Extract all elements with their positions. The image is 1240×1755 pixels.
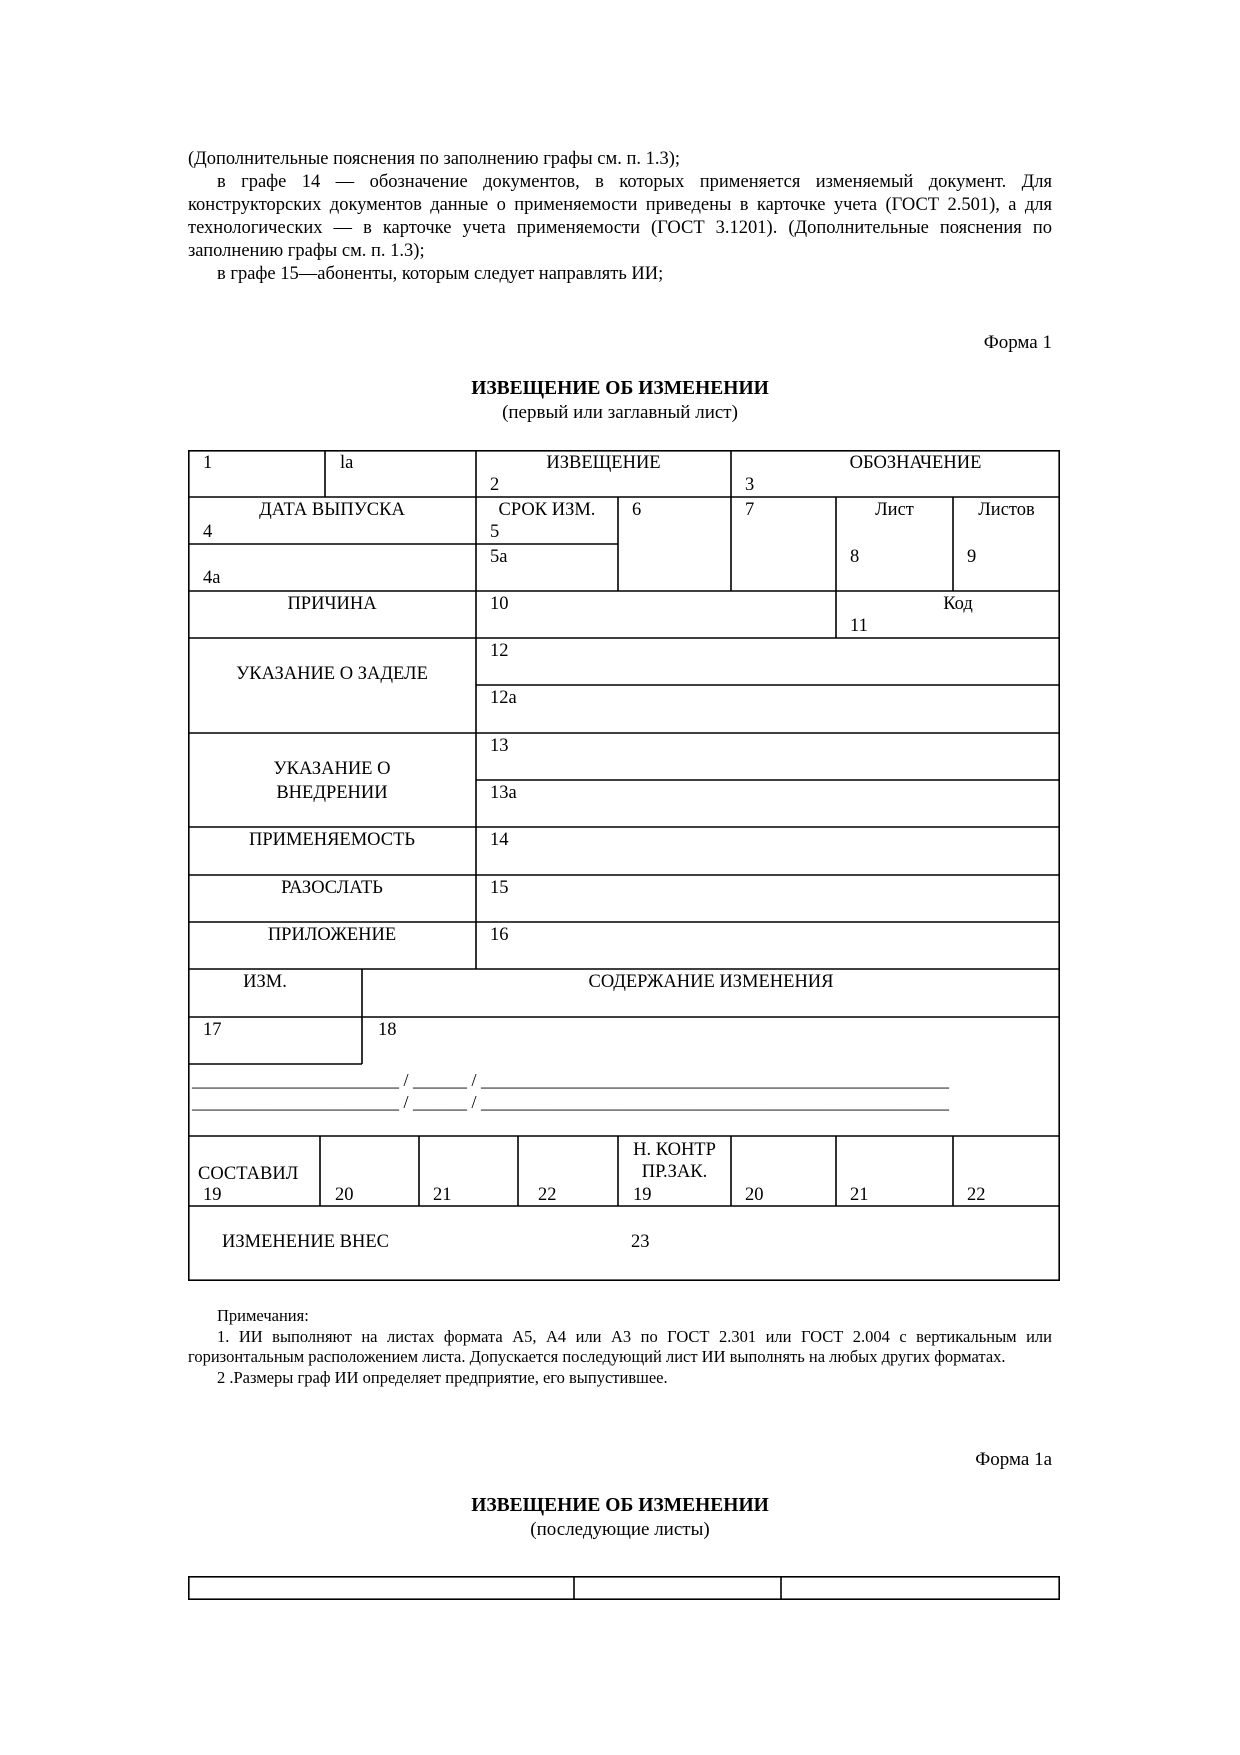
ukazanie-o-zadele-label: УКАЗАНИЕ О ЗАДЕЛЕ — [236, 664, 428, 684]
field-9-number: 9 — [967, 547, 977, 567]
field-13a-number: 13a — [490, 783, 517, 803]
form-1-subtitle: (первый или заглавный лист) — [502, 402, 738, 423]
field-19-number: 19 — [203, 1185, 222, 1205]
prilozhenie-label: ПРИЛОЖЕНИЕ — [267, 925, 397, 945]
field-5-number: 5 — [490, 522, 500, 542]
soderzhanie-izmeneniya-label: СОДЕРЖАНИЕ ИЗМЕНЕНИЯ — [588, 972, 834, 992]
field-20-number: 20 — [335, 1185, 354, 1205]
field-11-number: 11 — [850, 616, 868, 636]
field-12-number: 12 — [490, 641, 509, 661]
note-2: 2 .Размеры граф ИИ определяет предприятие, его выпустившее. — [217, 1367, 668, 1387]
form-1-label: Форма 1 — [983, 332, 1052, 353]
notes-heading: Примечания: — [217, 1306, 309, 1325]
field-10-number: 10 — [490, 594, 509, 614]
intro-paragraph-1: (Дополнительные пояснения по заполнению графы см. п. 1.3); — [188, 149, 681, 169]
field-16-number: 16 — [490, 925, 509, 945]
field-22b-number: 22 — [967, 1185, 986, 1205]
razoslat-label: РАЗОСЛАТЬ — [281, 878, 383, 898]
izmenenie-vnes-label: ИЗМЕНЕНИЕ ВНЕС — [222, 1232, 390, 1252]
field-13-number: 13 — [490, 736, 509, 756]
form-1-title: ИЗВЕЩЕНИЕ ОБ ИЗМЕНЕНИИ — [471, 378, 769, 399]
change-notice-table — [188, 450, 1060, 1281]
form-1a-subtitle: (последующие листы) — [530, 1519, 710, 1540]
notes-section — [188, 1306, 1052, 1388]
srok-izm-label: СРОК ИЗМ. — [498, 500, 596, 520]
field-12a-number: 12a — [490, 688, 517, 708]
field-23-number: 23 — [631, 1232, 650, 1252]
form-1a-label: Форма 1а — [975, 1449, 1052, 1470]
field-8-number: 8 — [850, 547, 860, 567]
field-19b-number: 19 — [633, 1185, 652, 1205]
listov-label: Листов — [978, 500, 1035, 520]
field-6-number: 6 — [632, 500, 642, 520]
field-3-number: 3 — [745, 475, 755, 495]
kod-label: Код — [943, 594, 973, 614]
field-1-number: 1 — [203, 453, 213, 473]
ukazanie-o-vnedrenii-label-2: ВНЕДРЕНИИ — [276, 783, 388, 803]
oboznachenie-label: ОБОЗНАЧЕНИЕ — [849, 453, 982, 473]
izm-label: ИЗМ. — [243, 972, 287, 992]
n-kontr-label: Н. КОНТР — [633, 1140, 716, 1160]
izveshchenie-label: ИЗВЕЩЕНИЕ — [546, 453, 661, 473]
signature-line-2: _______________________ / ______ / ____________________________________________________ — [192, 1092, 950, 1112]
form-1a-title: ИЗВЕЩЕНИЕ ОБ ИЗМЕНЕНИИ — [471, 1495, 769, 1516]
field-14-number: 14 — [490, 830, 509, 850]
field-1a-number: la — [340, 453, 354, 473]
list-label: Лист — [875, 500, 914, 520]
field-17-number: 17 — [203, 1020, 222, 1040]
note-1: 1. ИИ выполняют на листах формата А5, А4 или А3 по ГОСТ 2.301 или ГОСТ 2.004 с вертикальным или горизонтальным расположением листа. Допускается последующий лист ИИ выполнять на любых других форматах. — [188, 1326, 1052, 1366]
field-4a-number: 4a — [203, 568, 221, 588]
signature-line-1: _______________________ / ______ / ____________________________________________________ — [192, 1070, 950, 1090]
subsequent-table-grid-lines — [188, 1576, 1062, 1600]
pr-zak-label: ПР.ЗАК. — [641, 1162, 708, 1182]
field-15-number: 15 — [490, 878, 509, 898]
field-20b-number: 20 — [745, 1185, 764, 1205]
data-vypuska-label: ДАТА ВЫПУСКА — [259, 500, 405, 520]
field-22-number: 22 — [538, 1185, 557, 1205]
subsequent-sheet-table — [188, 1576, 1062, 1600]
sostavil-label: СОСТАВИЛ — [198, 1164, 299, 1184]
intro-text — [188, 148, 1052, 286]
field-5a-number: 5a — [490, 547, 508, 567]
field-2-number: 2 — [490, 475, 500, 495]
ukazanie-o-vnedrenii-label-1: УКАЗАНИЕ О — [273, 759, 391, 779]
field-21-number: 21 — [433, 1185, 452, 1205]
primenyaemost-label: ПРИМЕНЯЕМОСТЬ — [248, 830, 416, 850]
field-21b-number: 21 — [850, 1185, 869, 1205]
prichina-label: ПРИЧИНА — [287, 594, 377, 614]
field-7-number: 7 — [745, 500, 755, 520]
intro-paragraph-2: в графе 14 — обозначение документов, в которых применяется изменяемый документ. Для конструкторских документов данные о применяемости приведены в карточке учета (ГОСТ 2.501), а для технологических — в карточке учета применяемости (ГОСТ 3.1201). (Дополнительные пояснения по заполнению графы см. п. 1.3); — [188, 172, 1052, 261]
field-4-number: 4 — [203, 522, 213, 542]
field-18-number: 18 — [378, 1020, 397, 1040]
intro-paragraph-3: в графе 15—абоненты, которым следует направлять ИИ; — [217, 264, 664, 284]
